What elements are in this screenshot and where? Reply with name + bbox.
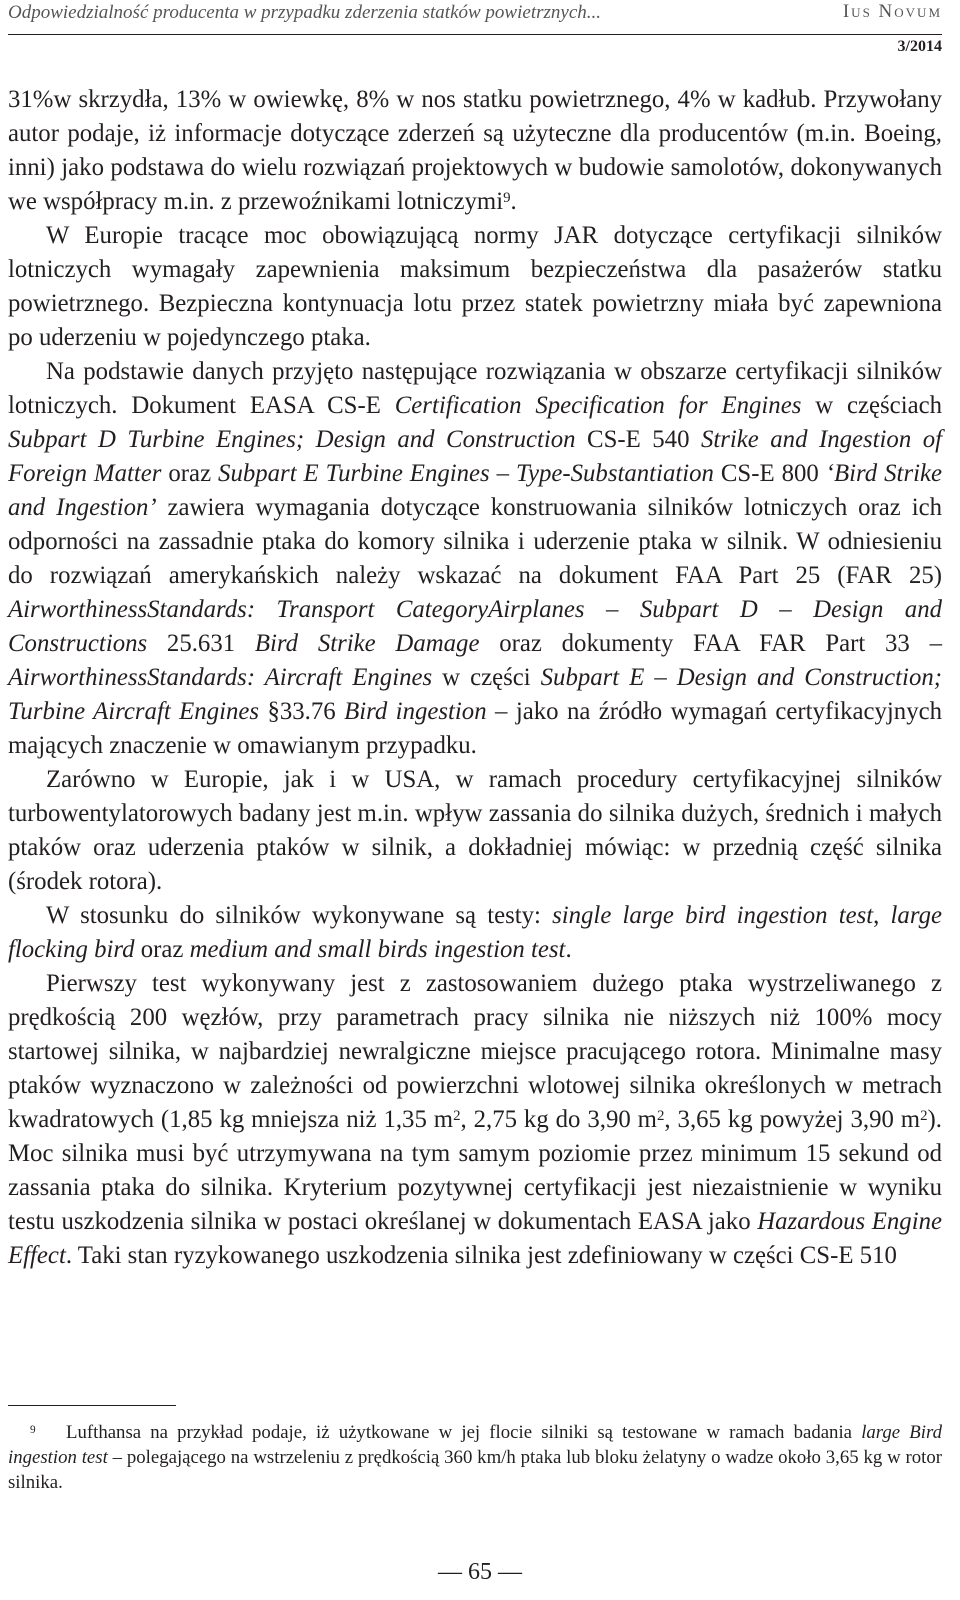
p3-text: w części [432, 664, 541, 691]
running-title: Odpowiedzialność producenta w przypadku zderzenia statków powietrznych... [8, 2, 601, 23]
p5-text: . [565, 936, 572, 963]
footnote-text: Lufthansa na przykład podaje, iż użytkowane w jej flocie silniki są testowane w ramach badania [66, 1422, 862, 1443]
p3-italic: Subpart E – Design and Construction; Turbine Aircraft Engines [8, 664, 942, 725]
paragraph-4: Zarówno w Europie, jak i w USA, w ramach procedury certyfikacyjnej silników turbowentylatorowych badany jest m.in. wpływ zassania do silnika dużych, średnich i małych ptaków oraz uderzenia ptaków w silnik, a dokładniej mówiąc: w przednią część silnika (środek rotora). [8, 766, 942, 895]
paragraph-6 [8, 967, 942, 1273]
p5-text: oraz [134, 936, 190, 963]
superscript: 2 [453, 1108, 461, 1125]
p3-text: oraz [161, 460, 219, 487]
p3-italic: AirworthinessStandards: Aircraft Engines [8, 664, 433, 691]
footnote-separator [8, 1405, 176, 1406]
p3-text: CS-E 800 [713, 460, 826, 487]
p3-italic: ‘Bird Strike and Ingestion’ [8, 460, 942, 521]
paragraph-5 [8, 899, 942, 967]
p3-italic: Subpart D Turbine Engines; Design and Construction [8, 426, 576, 453]
p6-text: ). Moc silnika musi być utrzymywana na tym samym poziomie przez minimum 15 sekund od zassania ptaka do silnika. Kryterium pozytywnej certyfikacji jest niezaistnienie w wyniku testu uszkodzenia silnika w postaci określanej w dokumentach EASA jako [8, 1106, 943, 1235]
paragraph-1-end: . [510, 188, 517, 215]
p3-italic: Certification Specification for Engines [394, 392, 802, 419]
superscript: 2 [920, 1108, 928, 1125]
p6-text: , 2,75 kg do 3,90 m [460, 1106, 657, 1133]
superscript: 2 [656, 1108, 665, 1125]
p5-italic: large flocking bird [8, 902, 942, 963]
footnote-text: – polegającego na wstrzeleniu z prędkością 360 km/h ptaka lub bloku żelatyny o wadze około 3,65 kg w rotor silnika. [8, 1447, 943, 1493]
p3-text: 25.631 [147, 630, 255, 657]
page-number: — 65 — [438, 1559, 522, 1585]
p3-italic: Strike and Ingestion of Foreign Matter [8, 426, 942, 487]
footnote: $^9$ Lufthansa na przykład podaje, iż użytkowane w jej flocie silniki są testowane w ramach badania large Bird ingestion test – polegającego na wstrzeleniu z prędkością 360 km/h ptaka lub bloku żelatyny o wadze około 3,65 kg w rotor silnika. [8, 1422, 943, 1493]
paragraph-3 [8, 355, 942, 763]
footnote-italic: large Bird ingestion test [8, 1422, 942, 1468]
p5-text: , [873, 902, 891, 929]
p3-text: zawiera wymagania dotyczące konstruowania silników lotniczych oraz ich odporności na zassadnie ptaka do komory silnika i uderzenie ptaka w silnik. W odniesieniu do rozwiązań amerykańskich należy wskazać na dokument FAA Part 25 (FAR 25) [8, 494, 942, 589]
p5-italic: single large bird ingestion test [552, 902, 874, 929]
p3-text: w częściach [801, 392, 942, 419]
p3-italic: Bird ingestion [344, 698, 487, 725]
p3-text: Na podstawie danych przyjęto następujące rozwiązania w obszarze certyfikacji silników lotniczych. Dokument EASA CS-E [8, 358, 942, 419]
body-text [8, 83, 942, 1273]
journal-name: Ius Novum [842, 1, 942, 22]
issue-number: 3/2014 [897, 38, 942, 55]
p3-text: CS-E 540 [575, 426, 701, 453]
p3-italic: Bird Strike Damage [254, 630, 480, 657]
footnote-reference: 9 [503, 190, 511, 207]
paragraph-1-text: 31%w skrzydła, 13% w owiewkę, 8% w nos statku powietrznego, 4% w kadłub. Przywołany autor podaje, iż informacje dotyczące zderzeń są użyteczne dla producentów (m.in. Boeing, inni) jako podstawa do wielu rozwiązań projektowych w budowie samolotów, dokonywanych we współpracy m.in. z przewoźnikami lotniczymi [8, 86, 942, 215]
p6-text: . Taki stan ryzykowanego uszkodzenia silnika jest zdefiniowany w części CS-E 510 [65, 1242, 897, 1269]
paragraph-2: W Europie tracące moc obowiązującą normy JAR dotyczące certyfikacji silników lotniczych wymagały zapewnienia maksimum bezpieczeństwa dla pasażerów statku powietrznego. Bezpieczna kontynuacja lotu przez statek powietrzny miała być zapewniona po uderzeniu w pojedynczego ptaka. [8, 222, 942, 351]
p3-italic: AirworthinessStandards: Transport CategoryAirplanes – Subpart D – Design and Constructions [8, 596, 942, 657]
running-header [8, 0, 942, 35]
p6-text: Pierwszy test wykonywany jest z zastosowaniem dużego ptaka wystrzeliwanego z prędkością 200 węzłów, przy parametrach pracy silnika nie niższych niż 100% mocy startowej silnika, w najbardziej newralgiczne miejsce pracującego rotora. Minimalne masy ptaków wyznaczono w zależności od powierzchni wlotowej silnika określonych w metrach kwadratowych (1,85 kg mniejsza niż 1,35 m [8, 970, 942, 1133]
p6-text: , 3,65 kg powyżej 3,90 m [664, 1106, 921, 1133]
paragraph-1 [8, 83, 942, 219]
p5-italic: medium and small birds ingestion test [189, 936, 566, 963]
p3-text: oraz dokumenty FAA FAR Part 33 – [479, 630, 942, 657]
p3-text: §33.76 [259, 698, 345, 725]
p3-italic: Subpart E Turbine Engines – Type-Substantiation [218, 460, 714, 487]
p6-italic: Hazardous Engine Effect [8, 1208, 942, 1269]
p3-text: – jako na źródło wymagań certyfikacyjnych mających znaczenie w omawianym przypadku. [8, 698, 942, 759]
p5-text: W stosunku do silników wykonywane są testy: [46, 902, 553, 929]
